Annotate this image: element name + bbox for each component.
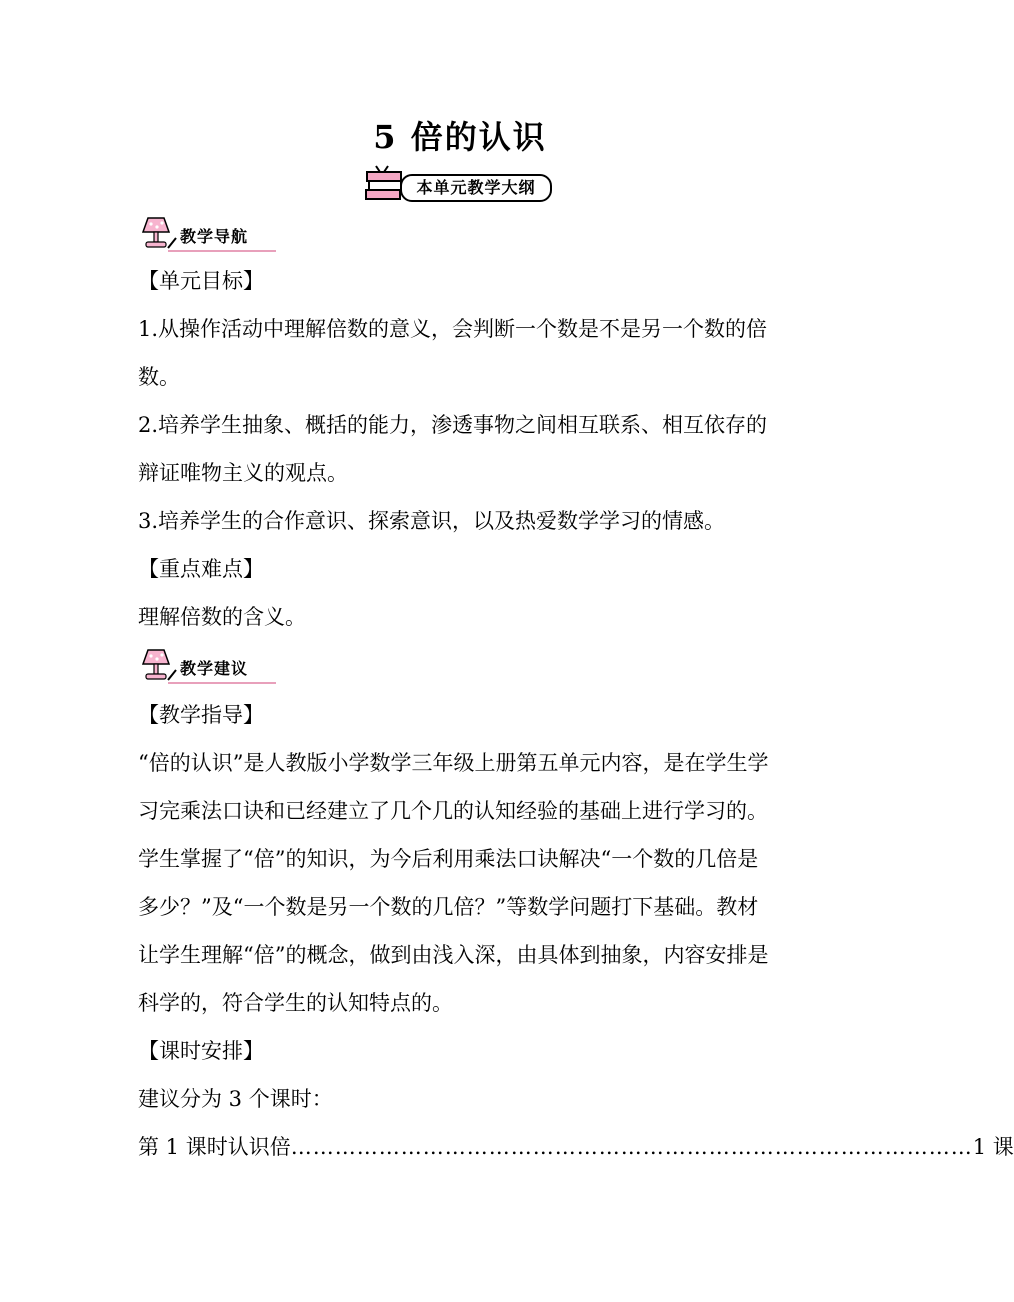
guidance-line: 习完乘法口诀和已经建立了几个几的认知经验的基础上进行学习的。 xyxy=(138,799,768,823)
section-label: 教学建议 xyxy=(180,659,249,678)
unit-outline-banner xyxy=(362,164,558,204)
toc-entry-label: 第 1 课时认识倍 xyxy=(138,1135,291,1159)
guidance-line: 科学的，符合学生的认知特点的。 xyxy=(138,991,453,1015)
goal-line: 1.从操作活动中理解倍数的意义，会判断一个数是不是另一个数的倍 xyxy=(138,317,768,341)
goal-line: 2.培养学生抽象、概括的能力，渗透事物之间相互联系、相互依存的 xyxy=(138,413,768,437)
goal-line: 3.培养学生的合作意识、探索意识，以及热爱数学学习的情感。 xyxy=(138,509,726,533)
guidance-line: “倍的认识”是人教版小学数学三年级上册第五单元内容，是在学生学 xyxy=(138,751,769,775)
key-point-line: 理解倍数的含义。 xyxy=(138,605,306,629)
section-underline xyxy=(168,682,276,684)
section-header-teaching-navigation xyxy=(138,214,278,254)
guidance-line: 让学生理解“倍”的概念，做到由浅入深，由具体到抽象，内容安排是 xyxy=(138,943,769,967)
toc-entry-value: 1 课 xyxy=(972,1135,1014,1159)
section-label: 教学导航 xyxy=(180,227,249,246)
lamp-icon xyxy=(138,214,178,254)
toc-entry xyxy=(138,1132,1014,1162)
heading-key-points: 【重点难点】 xyxy=(138,557,264,581)
toc-leader-dots: ………………………………………………………………………………… xyxy=(290,1135,973,1159)
banner-label: 本单元教学大纲 xyxy=(400,174,552,202)
heading-lesson-schedule: 【课时安排】 xyxy=(138,1039,264,1063)
page-title: 5 倍的认识 xyxy=(373,118,547,156)
guidance-line: 多少？”及“一个数是另一个数的几倍？”等数学问题打下基础。教材 xyxy=(138,895,759,919)
section-underline xyxy=(168,250,276,252)
section-header-teaching-suggestions xyxy=(138,646,278,686)
heading-teaching-guidance: 【教学指导】 xyxy=(138,703,264,727)
goal-line: 数。 xyxy=(138,365,180,389)
lamp-icon xyxy=(138,646,178,686)
schedule-intro: 建议分为 3 个课时： xyxy=(138,1087,333,1111)
guidance-line: 学生掌握了“倍”的知识，为今后利用乘法口诀解决“一个数的几倍是 xyxy=(138,847,759,871)
heading-unit-goals: 【单元目标】 xyxy=(138,269,264,293)
goal-line: 辩证唯物主义的观点。 xyxy=(138,461,348,485)
